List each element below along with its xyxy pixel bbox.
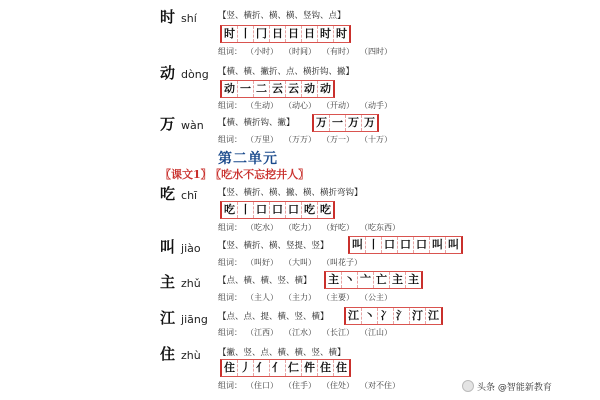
char-heading (160, 62, 209, 83)
word: （万里） (250, 135, 278, 144)
grid-cell: 时 (318, 26, 334, 42)
pinyin: wàn (181, 119, 204, 132)
stroke-grid (220, 201, 335, 219)
words-label: 组词： (218, 328, 242, 337)
character: 叫 (160, 238, 176, 256)
grid-cell: 氵 (394, 308, 410, 324)
char-heading (160, 271, 201, 292)
watermark (462, 380, 552, 393)
word: （开动） (326, 101, 354, 110)
word: （动手） (364, 101, 392, 110)
word-examples (218, 257, 372, 268)
grid-cell: 江 (346, 308, 362, 324)
char-heading (160, 113, 204, 134)
pinyin: zhǔ (181, 277, 201, 290)
stroke-order: 【竖、横折、横、竖提、竖】 (218, 241, 329, 251)
grid-cell: 亻 (254, 360, 270, 376)
character: 动 (160, 64, 176, 82)
character: 住 (160, 345, 176, 363)
grid-cell: 口 (382, 237, 398, 253)
grid-cell: 住 (336, 361, 347, 374)
words-label: 组词： (218, 381, 242, 390)
grid-cell: 一 (238, 81, 254, 97)
stroke-order: 【横、横折钩、撇】 (218, 118, 295, 128)
stroke-grid (312, 114, 379, 132)
pinyin: jiào (181, 242, 201, 255)
word: （动心） (288, 101, 316, 110)
grid-cell: 动 (302, 81, 318, 97)
word: （主力） (288, 293, 316, 302)
lesson-header (160, 166, 309, 182)
stroke-order: 【撇、竖、点、横、横、竖、横】 (218, 348, 346, 358)
pinyin: shí (181, 12, 197, 25)
stroke-grid (344, 307, 443, 325)
word: （吃力） (288, 223, 316, 232)
word: （时间） (288, 47, 316, 56)
word: （住口） (250, 381, 278, 390)
grid-cell: 吃 (222, 202, 238, 218)
word: （住手） (288, 381, 316, 390)
grid-cell: 口 (254, 202, 270, 218)
char-heading (160, 6, 197, 27)
word: （住处） (326, 381, 354, 390)
grid-cell: 口 (398, 237, 414, 253)
word: （吃水） (250, 223, 278, 232)
word: （江西） (250, 328, 278, 337)
pinyin: zhù (181, 349, 201, 362)
grid-cell: 吃 (302, 202, 318, 218)
grid-cell: 仁 (286, 360, 302, 376)
grid-cell: 汀 (410, 308, 426, 324)
watermark-logo-icon (462, 380, 474, 392)
grid-cell: 日 (302, 26, 318, 42)
grid-cell: 叫 (350, 237, 366, 253)
character: 时 (160, 8, 176, 26)
words-label: 组词： (218, 47, 242, 56)
grid-cell: 住 (222, 360, 238, 376)
word-examples (218, 46, 402, 57)
word: （叫好） (250, 258, 278, 267)
grid-cell: 日 (270, 26, 286, 42)
stroke-grid (220, 80, 335, 98)
word: （主要） (326, 293, 354, 302)
grid-cell: 主 (390, 272, 406, 288)
stroke-grid (348, 236, 463, 254)
words-label: 组词： (218, 135, 242, 144)
grid-cell: 亠 (358, 272, 374, 288)
grid-cell: 时 (222, 26, 238, 42)
word: （大叫） (288, 258, 316, 267)
pinyin: dòng (181, 68, 209, 81)
grid-cell: 云 (270, 81, 286, 97)
word-examples (218, 327, 402, 338)
grid-cell: 动 (222, 81, 238, 97)
word: （叫花子） (326, 258, 362, 267)
grid-cell: 住 (318, 360, 334, 376)
word: （好吃） (326, 223, 354, 232)
grid-cell: 口 (414, 237, 430, 253)
word: （十万） (364, 135, 392, 144)
grid-cell: 亡 (374, 272, 390, 288)
grid-cell: 动 (320, 82, 331, 95)
word-examples (218, 222, 410, 233)
stroke-order: 【竖、横折、横、横、竖钩、点】 (218, 11, 346, 21)
grid-cell: 丨 (366, 237, 382, 253)
character: 万 (160, 115, 176, 133)
words-label: 组词： (218, 293, 242, 302)
stroke-grid (220, 25, 351, 43)
stroke-order: 【点、横、横、竖、横】 (218, 276, 312, 286)
stroke-grid (324, 271, 423, 289)
grid-cell: 件 (302, 360, 318, 376)
grid-cell: 丨 (238, 202, 254, 218)
grid-cell: 日 (286, 26, 302, 42)
word-examples (218, 380, 410, 391)
word: （万万） (288, 135, 316, 144)
grid-cell: 万 (314, 115, 330, 131)
word: （长江） (326, 328, 354, 337)
grid-cell: 江 (428, 309, 439, 322)
grid-cell: 叫 (448, 238, 459, 251)
grid-cell: 冫 (378, 308, 394, 324)
grid-cell: 叫 (430, 237, 446, 253)
stroke-order: 【横、横、撇折、点、横折钩、撇】 (218, 67, 355, 77)
grid-cell: 丿 (238, 360, 254, 376)
stroke-grid (220, 359, 351, 377)
word: （有时） (326, 47, 354, 56)
char-heading (160, 307, 208, 328)
word-examples (218, 100, 402, 111)
words-label: 组词： (218, 258, 242, 267)
char-heading (160, 343, 201, 364)
grid-cell: 吃 (320, 203, 331, 216)
grid-cell: 万 (346, 115, 362, 131)
word: （江水） (288, 328, 316, 337)
grid-cell: 主 (408, 273, 419, 286)
character: 江 (160, 309, 176, 327)
word-examples (218, 292, 402, 303)
pinyin: chī (181, 189, 198, 202)
grid-cell: 主 (326, 272, 342, 288)
grid-cell: 口 (270, 202, 286, 218)
char-heading (160, 183, 197, 204)
grid-cell: 丶 (342, 272, 358, 288)
words-label: 组词： (218, 101, 242, 110)
grid-cell: 云 (286, 81, 302, 97)
watermark-text: 头条 @智能新教育 (477, 383, 552, 393)
word: （吃东西） (364, 223, 400, 232)
word: （对不住） (364, 381, 400, 390)
character: 吃 (160, 185, 176, 203)
grid-cell: 一 (330, 115, 346, 131)
character: 主 (160, 273, 176, 291)
word: （公主） (364, 293, 392, 302)
char-heading (160, 236, 201, 257)
word: （生动） (250, 101, 278, 110)
word: （江山） (364, 328, 392, 337)
word: （四时） (364, 47, 392, 56)
grid-cell: 冂 (254, 26, 270, 42)
word: （万一） (326, 135, 354, 144)
grid-cell: 亻 (270, 360, 286, 376)
word: （小时） (250, 47, 278, 56)
grid-cell: 时 (336, 27, 347, 40)
stroke-order: 【竖、横折、横、撇、横、横折弯钩】 (218, 188, 363, 198)
pinyin: jiāng (181, 313, 208, 326)
grid-cell: 口 (286, 202, 302, 218)
lesson-tag: 〖课文1〗 (160, 168, 212, 181)
grid-cell: 二 (254, 81, 270, 97)
unit-title: 第二单元 (218, 151, 278, 167)
grid-cell: 丨 (238, 26, 254, 42)
words-label: 组词： (218, 223, 242, 232)
lesson-title: 〖吃水不忘挖井人〗 (215, 168, 310, 181)
word: （主人） (250, 293, 278, 302)
grid-cell: 万 (364, 116, 375, 129)
stroke-order: 【点、点、提、横、竖、横】 (218, 312, 329, 322)
word-examples (218, 134, 402, 145)
grid-cell: 丶 (362, 308, 378, 324)
